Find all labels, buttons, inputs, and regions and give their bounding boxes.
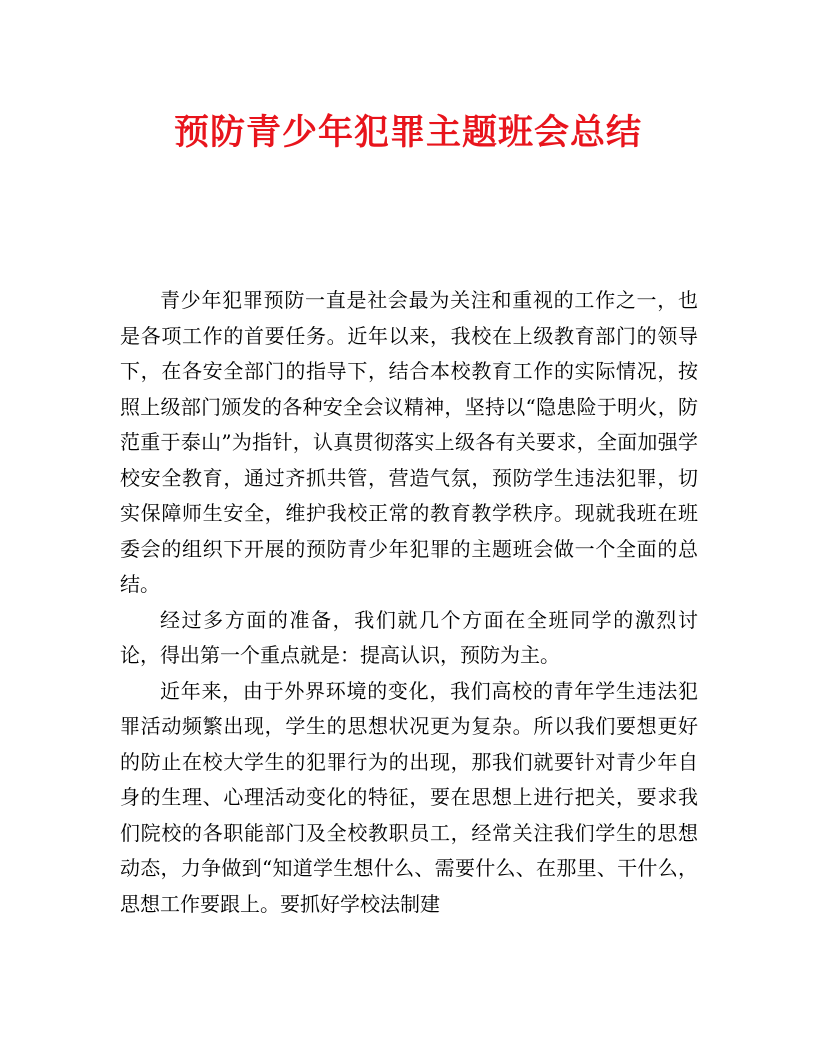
- paragraph: 近年来，由于外界环境的变化，我们高校的青年学生违法犯罪活动频繁出现，学生的思想状况更为复杂。所以我们要想更好的防止在校大学生的犯罪行为的出现，那我们就要针对青少年自身的生理、心理活动变化的特征，要在思想上进行把关，要求我们院校的各职能部门及全校教职员工，经常关注我们学生的思想动态，力争做到“知道学生想什么、需要什么、在那里、干什么，思想工作要跟上。要抓好学校法制建: [120, 678, 698, 916]
- paragraph: 经过多方面的准备，我们就几个方面在全班同学的激烈讨论，得出第一个重点就是：提高认识，预防为主。: [120, 607, 698, 667]
- document-title: 预防青少年犯罪主题班会总结: [173, 112, 642, 153]
- document-body: [120, 283, 698, 922]
- paragraph: 青少年犯罪预防一直是社会最为关注和重视的工作之一，也是各项工作的首要任务。近年以来，我校在上级教育部门的领导下，在各安全部门的指导下，结合本校教育工作的实际情况，按照上级部门颁发的各种安全会议精神，坚持以“隐患险于明火，防范重于泰山”为指针，认真贯彻落实上级各有关要求，全面加强学校安全教育，通过齐抓共管，营造气氛，预防学生违法犯罪，切实保障师生安全，维护我校正常的教育教学秩序。现就我班在班委会的组织下开展的预防青少年犯罪的主题班会做一个全面的总结。: [120, 288, 698, 596]
